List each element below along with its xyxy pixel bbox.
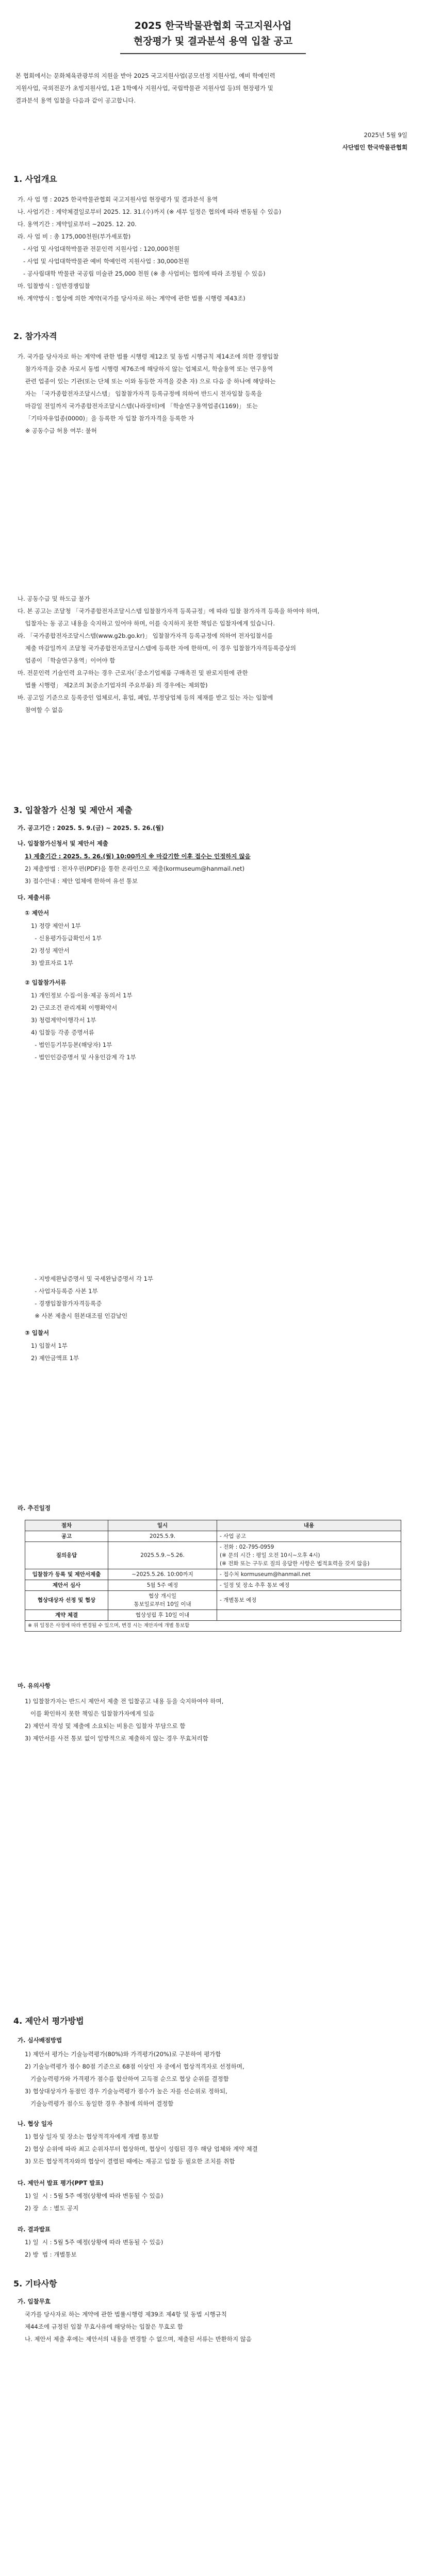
section-3-title: 3. 입찰참가 신청 및 제안서 제출 — [13, 805, 133, 815]
section-4-title: 4. 제안서 평가방법 — [13, 2016, 84, 2026]
section-5-a-body: 국가를 당사자로 하는 계약에 관한 법률시행령 제39조 제4항 및 동법 시행규칙 제44조에 규정된 입찰 무효사유에 해당하는 입찰은 무효로 함 나. 제안서 제출 후에는 제안서의 내용을 변경할 수 없으며, 제출된 서류는 반환하지 않음 — [25, 2311, 252, 2343]
title-line-2: 현장평가 및 결과분석 용역 입찰 공고 — [133, 36, 293, 47]
table-header-step: 절차 — [25, 1520, 108, 1531]
title-block — [0, 18, 426, 54]
signature — [342, 129, 407, 154]
section-4-d-body: 1) 일 시 : 5월 5주 예정(상황에 따라 변동될 수 있음) 2) 방 법 : 개별통보 — [25, 2239, 163, 2258]
table-row — [25, 1569, 401, 1580]
section-3-c2-more: - 지방세완납증명서 및 국세완납증명서 각 1부 - 사업자등록증 사본 1부 - 경쟁입찰참가자격등록증 ※ 사본 제출시 원본대조필 인감날인 — [31, 1275, 154, 1319]
caution-title: 마. 유의사항 — [18, 1682, 51, 1689]
schedule-title: 라. 추진일정 — [18, 1504, 51, 1512]
cell-step: 계약 체결 — [25, 1610, 108, 1621]
cell-content: - 전화 : 02-795-0959 (※ 문의 시간 : 평일 오전 10시~오후 4시) (※ 전화 또는 구두로 질의 응답한 사항은 법적효력을 갖지 않음) — [217, 1542, 401, 1569]
table-header-row — [25, 1520, 401, 1531]
section-3-c3: ③ 입찰서 — [25, 1329, 50, 1336]
cell-content: - 사업 공고 — [217, 1531, 401, 1542]
title-line-1: 2025 한국박물관협회 국고지원사업 — [134, 20, 292, 31]
section-1-body: 가. 사 업 명 : 2025 한국박물관협회 국고지원사업 현장평가 및 결과분석 용역 나. 사업기간 : 계약체결일로부터 2025. 12. 31.(수)까지 (※ 세부 일정은 협의에 따라 변동될 수 있음) 다. 용역기간 : 계약일로부터 ~2025. 12. 20. 라. 사 업 비 : 총 175,000천원(부가세포함) - 사업 및 사업대학박물관 전문인력 지원사업 : 120,000천원 - 사업 및 사업대학박물관 예비 학예인력 지원사업 : 30,000천원 - 공사립대학 박물관 국공립 미술관 25,000 천원 (※ 총 사업비는 협의에 따라 조정될 수 있음) 마. 입찰방식 : 일반경쟁입찰 바. 계약방식 : 협상에 의한 계약(국가를 당사자로 하는 계약에 관한 법률 시행령 제43조) — [18, 196, 282, 302]
cell-content: - 개별통보 예정 — [217, 1591, 401, 1610]
table-row — [25, 1542, 401, 1569]
cell-step: 제안서 심사 — [25, 1580, 108, 1591]
section-3-b-body: 1) 제출기간 : 2025. 5. 26.(월) 10:00까지 ※ 마감기한 이후 접수는 인정하지 않음 2) 제출방법 : 전자우편(PDF)을 통한 온라인으로 제출(kormuseum@hanmail.net) 3) 접수안내 : 제안 업체에 한하여 유선 통보 — [25, 853, 251, 885]
table-header-date: 일시 — [108, 1520, 217, 1531]
section-3-c3-body: 1) 입찰서 1부 2) 제안금액표 1부 — [31, 1342, 79, 1362]
caution-body: 1) 입찰참가자는 반드시 제안서 제출 전 입찰공고 내용 등을 숙지하여야 하며, 이를 확인하지 못한 책임은 입찰참가자에게 있음 2) 제안서 작성 및 제출에 소요되는 비용은 입찰자 부담으로 함 3) 제안서를 사전 통보 없이 일방적으로 제출하지 않는 경우 무효처리함 — [25, 1698, 224, 1742]
table-note-row — [25, 1621, 401, 1632]
cell-date: 2025.5.9.~5.26. — [108, 1542, 217, 1569]
cell-date: ~2025.5.26. 10:00까지 — [108, 1569, 217, 1580]
section-1-title: 1. 사업개요 — [13, 174, 57, 184]
section-3-b: 나. 입찰참가신청서 및 제안서 제출 — [18, 840, 108, 847]
cell-date: 협상성립 후 10일 이내 — [108, 1610, 217, 1621]
section-3-c2: ② 입찰참가서류 — [25, 979, 67, 986]
org-name: 사단법인 한국박물관협회 — [342, 144, 407, 151]
section-5-title: 5. 기타사항 — [13, 2279, 57, 2289]
section-4-c: 다. 제안서 발표 평가(PPT 발표) — [18, 2179, 104, 2187]
table-row — [25, 1610, 401, 1621]
intro-paragraph: 본 협회에서는 문화체육관광부의 지원을 받아 2025 국고지원사업(공모선정 지원사업, 예비 학예인력 지원사업, 국외전문가 초빙지원사업, 1관 1학예사 지원사업, 국립박물관 지원사업 등)의 현장평가 및 결과분석 용역 입찰을 다음과 같이 공고합니다. — [15, 72, 275, 104]
section-2-title: 2. 참가자격 — [13, 331, 57, 341]
section-4-b-body: 1) 협상 일자 및 장소는 협상적격자에게 개별 통보함 2) 협상 순위에 따라 최고 순위자부터 협상하며, 협상이 성립된 경우 해당 업체와 계약 체결 3) 모든 협상적격자와의 협상이 결렬된 때에는 재공고 입찰 등 필요한 조치를 취함 — [25, 2133, 258, 2165]
table-header-content: 내용 — [217, 1520, 401, 1531]
cell-date: 협상 개시일 통보일로부터 10일 이내 — [108, 1591, 217, 1610]
notice-date: 2025년 5월 9일 — [364, 131, 407, 139]
schedule-table — [25, 1520, 401, 1632]
section-3-a: 가. 공고기간 : 2025. 5. 9.(금) ~ 2025. 5. 26.(월) — [18, 824, 164, 832]
section-5-a: 가. 입찰무효 — [18, 2298, 51, 2305]
section-3-c2-body: 1) 개인정보 수집·이용·제공 동의서 1부 2) 근로조건 관리계획 이행확약서 3) 청렴계약이행각서 1부 4) 입찰등 각종 증명서류 - 법인등기부등본(해당자) 1부 - 법인인감증명서 및 사용인감계 각 1부 — [31, 992, 136, 1061]
section-4-a: 가. 심사배점방법 — [18, 2037, 62, 2044]
table-row — [25, 1591, 401, 1610]
section-3-c1-body: 1) 정량 제안서 1부 - 신용평가등급확인서 1부 2) 정성 제안서 3) 발표자료 1부 — [31, 922, 102, 967]
cell-content — [217, 1610, 401, 1621]
cell-step: 협상대상자 선정 및 협상 — [25, 1591, 108, 1610]
cell-content: - 일정 및 장소 추후 통보 예정 — [217, 1580, 401, 1591]
section-3-c1: ① 제안서 — [25, 909, 50, 917]
section-4-c-body: 1) 일 시 : 5월 5주 예정(상황에 따라 변동될 수 있음) 2) 장 소 : 별도 공지 — [25, 2192, 163, 2212]
table-row — [25, 1531, 401, 1542]
section-3-c: 다. 제출서류 — [18, 894, 51, 901]
cell-step: 질의응답 — [25, 1542, 108, 1569]
section-4-b: 나. 협상 일자 — [18, 2120, 53, 2127]
section-4-d: 라. 결과발표 — [18, 2226, 51, 2233]
section-2-body-b: 나. 공동수급 및 하도급 불가 다. 본 공고는 조달청 「국가종합전자조달시스템 입찰참가자격 등록규정」에 따라 입찰 참가자격 등록을 하여야 하며, 입찰자는 동 공고 내용을 숙지하고 있어야 하며, 이를 숙지하지 못한 책임은 입찰자에게 있습니다. 라. 「국가종합전자조달시스템(www.g2b.go.kr)」 입찰참가자격 등록규정에 의하여 전자입찰서를 제출 마감일까지 조달청 국가종합전자조달시스템에 등록한 자에 한하며, 이 경우 입찰참가자격등록증상의 업종이 「학술연구용역」이어야 함 마. 전문인력 기술인력 요구하는 경우 근로자(「중소기업제품 구매촉진 및 판로지원에 관한 법률 시행령」 제2조의 3(중소기업자의 주요부품) 의 경우에는 제외함) 바. 공고일 기준으로 등록중인 업체로서, 휴업, 폐업, 부정당업체 등의 제재를 받고 있는 자는 입찰에 참여할 수 없음 — [18, 595, 320, 714]
section-4-a-body: 1) 제안서 평가는 기술능력평가(80%)와 가격평가(20%)로 구분하여 평가함 2) 기술능력평가 점수 80점 기준으로 68점 이상인 자 중에서 협상적격자로 선정하며, 기술능력평가와 가격평가 점수를 합산하여 고득점 순으로 협상 순위를 결정함 3) 협상대상자가 동점인 경우 기술능력평가 점수가 높은 자를 선순위로 정하되, 기술능력평가 점수도 동일한 경우 추첨에 의하여 결정함 — [25, 2050, 244, 2107]
cell-step: 입찰참가 등록 및 제안서제출 — [25, 1569, 108, 1580]
cell-date: 2025.5.9. — [108, 1531, 217, 1542]
cell-date: 5월 5주 예정 — [108, 1580, 217, 1591]
table-note: ※ 위 일정은 사정에 따라 변경될 수 있으며, 변경 시는 제안자에 개별 통보함 — [25, 1621, 401, 1632]
cell-step: 공고 — [25, 1531, 108, 1542]
cell-content: - 접수처 kormuseum@hanmail.net — [217, 1569, 401, 1580]
section-2-body-a: 가. 국가를 당사자로 하는 계약에 관한 법률 시행령 제12조 및 동법 시행규칙 제14조에 의한 경쟁입찰 참가자격을 갖춘 자로서 동법 시행령 제76조에 해당하지 않는 업체로서, 학술용역 또는 연구용역 관련 업종이 있는 기관(또는 단체 또는 이와 동등한 자격을 갖춘 자) 으로 다음 중 하나에 해당하는 자는 「국가종합전자조달시스템」 입찰참가자격 등록규정에 의하여 반드시 전자입찰 등록을 마감일 전일까지 국가종합전자조달시스템(나라장터)에 「학술연구용역업종(1169)」 또는 「기타자유업종(0000)」을 등록한 자 입찰 참가자격을 등록한 자 ※ 공동수급 허용 여부: 불허 — [18, 353, 279, 434]
title-rule — [120, 53, 306, 54]
table-row — [25, 1580, 401, 1591]
